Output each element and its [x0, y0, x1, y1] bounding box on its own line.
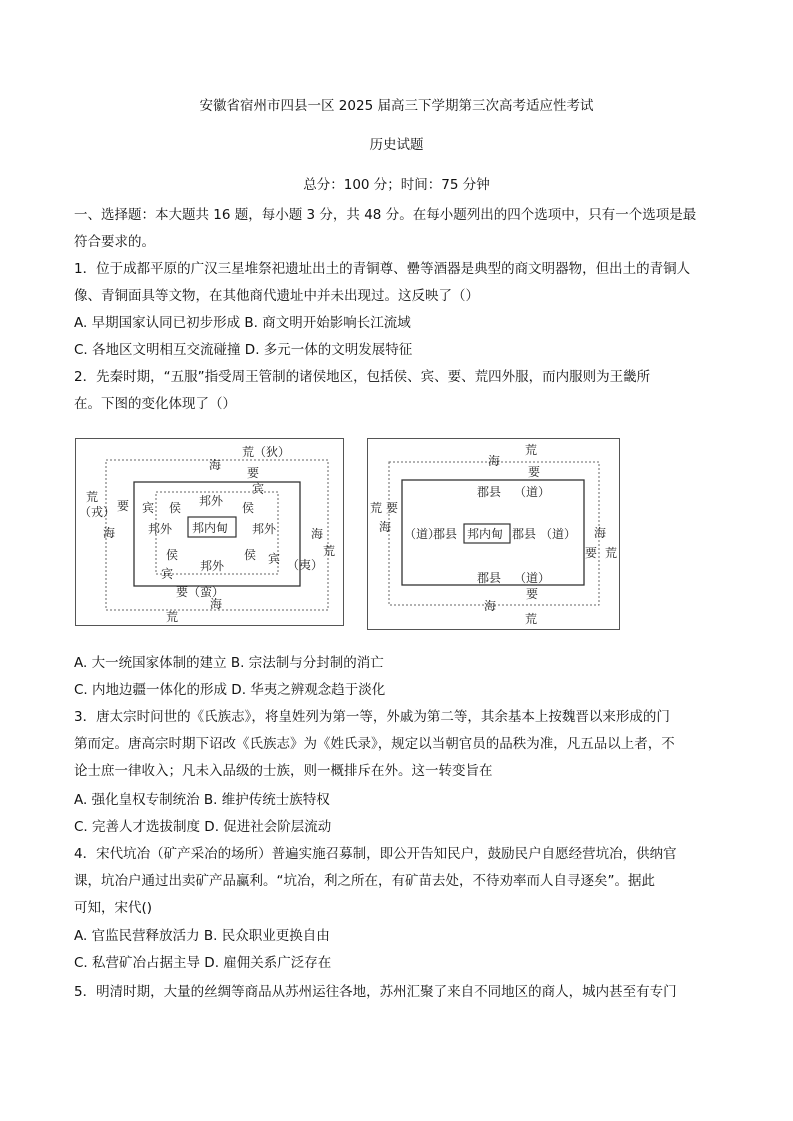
zhou-bin-tr: 宾 — [252, 482, 265, 496]
exam-meta: 总分：100 分；时间：75 分钟 — [303, 177, 490, 193]
section-instructions-line1: 一、选择题：本大题共 16 题，每小题 3 分，共 48 分。在每小题列出的四个选项中，只有一个选项是最 — [74, 207, 697, 223]
question-2-options-cd: C. 内地边疆一体化的形成 D. 华夷之辨观念趋于淡化 — [74, 682, 386, 698]
wufu-diagram-qin — [367, 438, 620, 630]
question-3-stem-line3: 论士庶一律收入；凡未入品级的士族，则一概排斥在外。这一转变旨在 — [74, 763, 493, 779]
wufu-diagram-qin-svg — [368, 439, 619, 629]
question-3-stem-line2: 第而定。唐高宗时期下诏改《氏族志》为《姓氏录》，规定以当朝官员的品秩为准，凡五品以上者，不 — [74, 736, 675, 752]
exam-subject: 历史试题 — [369, 137, 424, 153]
qin-junxian-left: 郡县 — [433, 527, 458, 541]
qin-left-hai: 海 — [379, 520, 392, 534]
zhou-right-yi: （夷） — [287, 558, 324, 572]
question-1-options-ab: A. 早期国家认同已初步形成 B. 商文明开始影响长江流域 — [74, 315, 411, 331]
zhou-bangwai-bottom: 邦外 — [200, 559, 225, 573]
qin-dao-right: （道） — [540, 527, 577, 541]
zhou-bangwai-left: 邦外 — [148, 522, 173, 536]
question-4-stem-line2: 课，坑冶户通过出卖矿产品赢利。“坑冶，利之所在，有矿苗去处，不待劝率而人自寻逐矣”。据此 — [74, 873, 655, 889]
question-1-options-cd: C. 各地区文明相互交流碰撞 D. 多元一体的文明发展特征 — [74, 342, 413, 358]
qin-dao-top: （道） — [514, 485, 551, 499]
question-5-stem-line1: 5．明清时期，大量的丝绸等商品从苏州运往各地，苏州汇聚了来自不同地区的商人，城内甚至有专门 — [74, 984, 677, 1000]
zhou-bottom-yao: 要（蛮） — [176, 585, 225, 599]
qin-bottom-yao: 要 — [526, 587, 539, 601]
zhou-bin-right: 宾 — [268, 552, 281, 566]
question-1-stem-line1: 1．位于成都平原的广汉三星堆祭祀遗址出土的青铜尊、罍等酒器是典型的商文明器物，但出土的青铜人 — [74, 261, 691, 277]
zhou-hou-tr: 侯 — [242, 501, 255, 515]
qin-top-huang: 荒 — [525, 443, 538, 457]
zhou-left-huang: 荒 — [86, 490, 99, 504]
question-4-options-cd: C. 私营矿冶占据主导 D. 雇佣关系广泛存在 — [74, 955, 332, 971]
qin-bottom-huang: 荒 — [525, 612, 538, 626]
zhou-right-hai: 海 — [311, 527, 324, 541]
qin-right-hai: 海 — [594, 526, 607, 540]
qin-center-label: 邦内甸 — [467, 527, 504, 541]
zhou-top-huang: 荒（狄） — [242, 445, 291, 459]
zhou-hou-tl: 侯 — [169, 501, 182, 515]
qin-right-yao: 要 — [585, 546, 598, 560]
question-4-options-ab: A. 官监民营释放活力 B. 民众职业更换自由 — [74, 928, 330, 944]
question-4-stem-line3: 可知，宋代() — [74, 900, 153, 916]
question-3-options-ab: A. 强化皇权专制统治 B. 维护传统士族特权 — [74, 792, 330, 808]
zhou-left-yao: 要 — [117, 499, 130, 513]
question-3-stem-line1: 3．唐太宗时问世的《氏族志》，将皇姓列为第一等，外戚为第二等，其余基本上按魏晋以来形成的门 — [74, 709, 670, 725]
zhou-top-yao: 要 — [247, 466, 260, 480]
qin-bottom-hai: 海 — [484, 599, 497, 613]
zhou-hou-br: 侯 — [244, 548, 257, 562]
zhou-left-hai: 海 — [103, 526, 116, 540]
exam-title: 安徽省宿州市四县一区 2025 届高三下学期第三次高考适应性考试 — [199, 98, 594, 114]
question-2-options-ab: A. 大一统国家体制的建立 B. 宗法制与分封制的消亡 — [74, 655, 384, 671]
question-2-stem-line1: 2．先秦时期，“五服”指受周王管制的诸侯地区，包括侯、宾、要、荒四外服，而内服则为王畿所 — [74, 369, 651, 385]
zhou-bin-left: 宾 — [142, 501, 155, 515]
wufu-diagram-zhou-svg — [76, 439, 343, 625]
section-instructions-line2: 符合要求的。 — [74, 234, 155, 250]
question-4-stem-line1: 4．宋代坑冶（矿产采冶的场所）普遍实施召募制，即公开告知民户，鼓励民户自愿经营坑冶，供纳官 — [74, 846, 677, 862]
zhou-right-huang: 荒 — [323, 544, 336, 558]
qin-top-yao: 要 — [528, 465, 541, 479]
zhou-bottom-hai: 海 — [210, 597, 223, 611]
question-3-options-cd: C. 完善人才选拔制度 D. 促进社会阶层流动 — [74, 819, 332, 835]
qin-top-hai: 海 — [488, 454, 501, 468]
question-1-stem-line2: 像、青铜面具等文物，在其他商代遗址中并未出现过。这反映了（） — [74, 288, 479, 304]
zhou-top-hai: 海 — [209, 458, 222, 472]
qin-dao-left: （道） — [404, 527, 441, 541]
wufu-diagram-zhou — [75, 438, 344, 626]
qin-left-yao: 要 — [386, 501, 399, 515]
qin-junxian-bottom: 郡县 — [477, 571, 502, 585]
zhou-bottom-huang: 荒 — [166, 610, 179, 624]
zhou-left-rong: （戎） — [79, 505, 116, 519]
qin-junxian-right: 郡县 — [512, 527, 537, 541]
qin-dao-bottom: （道） — [514, 571, 551, 585]
zhou-center-label: 邦内甸 — [192, 521, 229, 535]
qin-left-huang: 荒 — [370, 501, 383, 515]
zhou-hou-bl: 侯 — [166, 548, 179, 562]
question-2-stem-line2: 在。下图的变化体现了（） — [74, 396, 236, 412]
qin-junxian-top: 郡县 — [477, 485, 502, 499]
zhou-bin-bottom: 宾 — [161, 567, 174, 581]
qin-right-huang: 荒 — [605, 546, 618, 560]
zhou-bangwai-right: 邦外 — [252, 522, 277, 536]
zhou-bangwai-top: 邦外 — [199, 494, 224, 508]
